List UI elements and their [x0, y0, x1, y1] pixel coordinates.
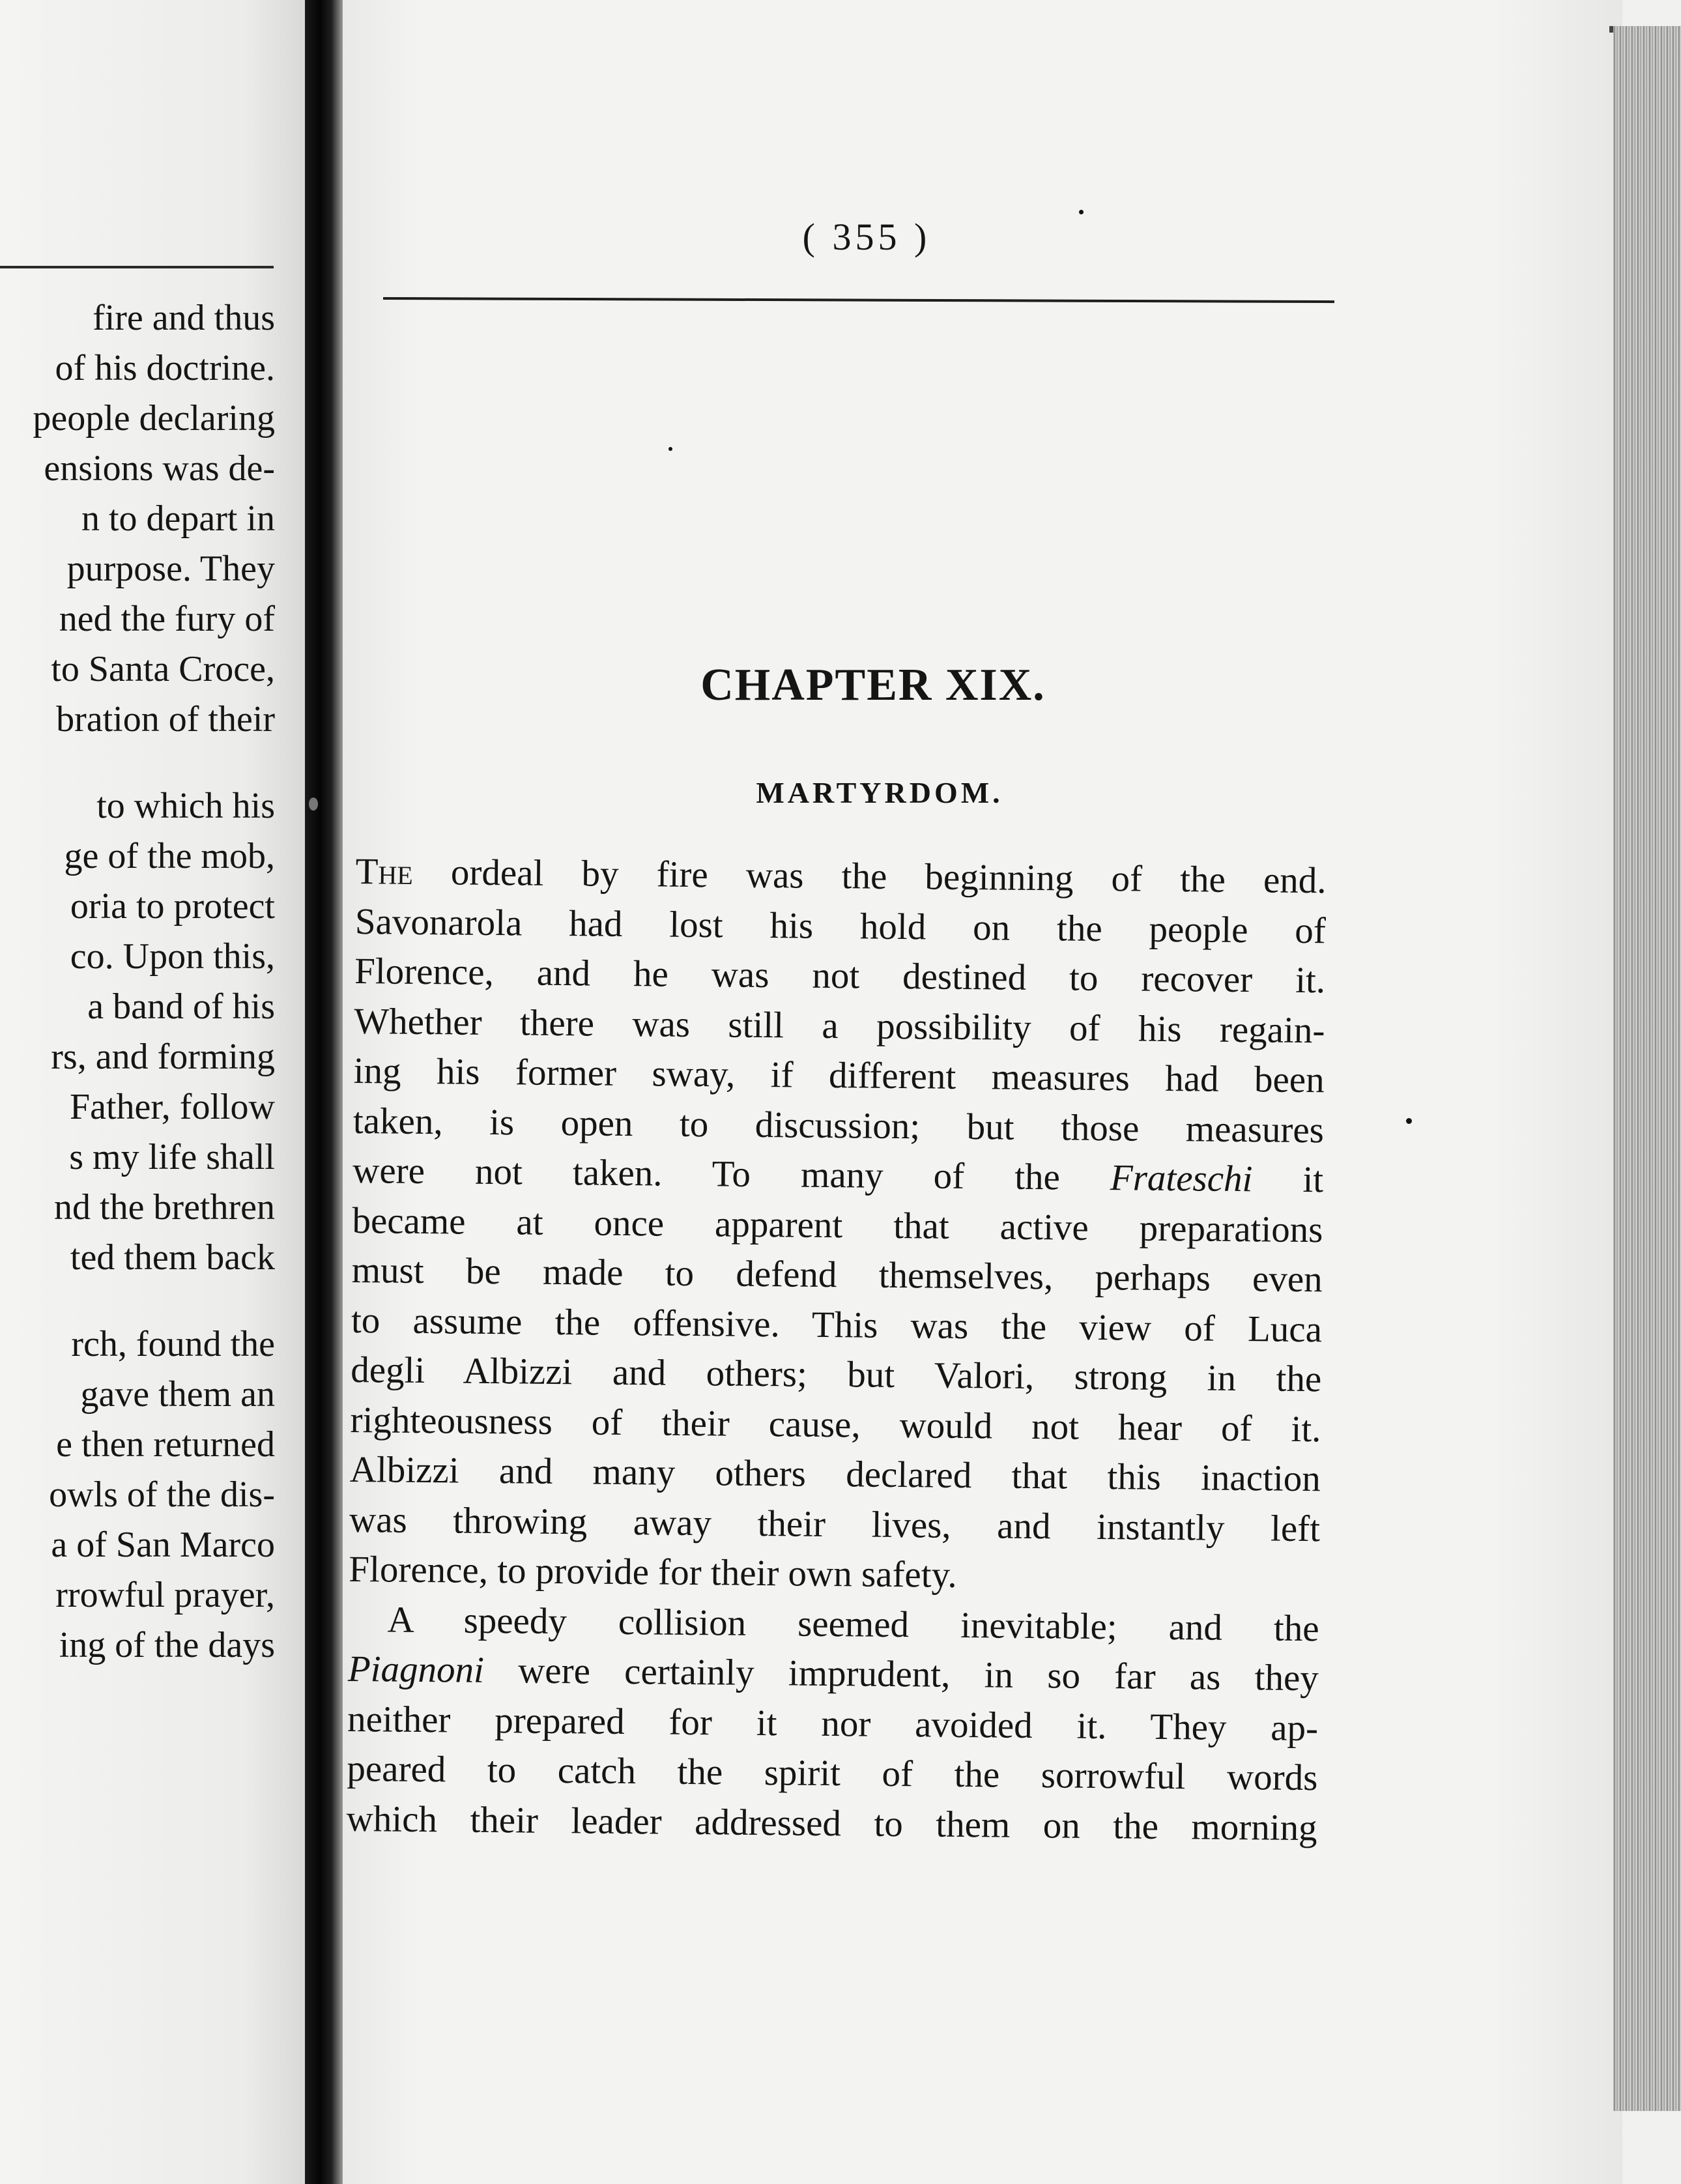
body-text — [346, 847, 1327, 1853]
facing-page-text — [0, 293, 275, 1671]
text-line: neither prepared for it nor avoided it. They ap- — [347, 1698, 1319, 1749]
scan-speck — [1406, 1118, 1412, 1124]
facing-line: purpose. They — [66, 549, 275, 589]
facing-line: nd the brethren — [54, 1187, 275, 1228]
facing-line: to Santa Croce, — [51, 649, 275, 689]
text-line: ing his former sway, if different measures had been — [353, 1050, 1325, 1101]
text-line: Savonarola had lost his hold on the people of — [354, 900, 1327, 951]
facing-line: rch, found the — [71, 1324, 275, 1364]
scan-speck — [668, 447, 672, 451]
italic-term-piagnoni: Piagnoni — [347, 1648, 485, 1691]
text-line: Whether there was still a possibility of his regain- — [354, 1000, 1325, 1051]
chapter-subtitle: MARTYRDOM. — [756, 776, 1003, 809]
facing-line: ing of the days — [59, 1625, 275, 1665]
scan-speck — [1079, 210, 1084, 214]
italic-term-frateschi: Frateschi — [1110, 1157, 1253, 1200]
facing-line: ned the fury of — [59, 599, 275, 639]
text-line: to assume the offensive. This was the view of Luca — [351, 1299, 1323, 1350]
text-line: A speedy collision seemed inevitable; and the — [387, 1599, 1319, 1649]
text-line: which their leader addressed to them on the morning — [346, 1798, 1317, 1848]
paragraph-gap — [0, 745, 275, 781]
facing-line: a band of his — [87, 986, 275, 1027]
chapter-title: CHAPTER XIX. — [700, 660, 1046, 710]
facing-line: ge of the mob, — [64, 836, 275, 876]
facing-line: oria to protect — [70, 886, 275, 927]
paragraph-gap — [0, 1283, 275, 1319]
page-block-edge — [1613, 26, 1681, 2111]
text-line: was throwing away their lives, and instantly left — [349, 1499, 1321, 1549]
text-line: The ordeal by fire was the beginning of the end. — [355, 850, 1327, 902]
facing-line: s my life shall — [69, 1137, 275, 1177]
text-line: righteousness of their cause, would not hear of it. — [350, 1399, 1321, 1450]
facing-line: e then returned — [56, 1424, 275, 1465]
text-line: Florence, to provide for their own safety. — [349, 1548, 957, 1596]
text-line: Albizzi and many others declared that this inaction — [349, 1448, 1321, 1500]
facing-line: bration of their — [56, 699, 275, 740]
facing-line: of his doctrine. — [55, 348, 275, 388]
text-line: must be made to defend themselves, perhaps even — [351, 1249, 1323, 1300]
text-line: peared to catch the spirit of the sorrowful words — [347, 1747, 1318, 1799]
scan-speck — [309, 797, 318, 811]
text-line: became at once apparent that active preparations — [352, 1200, 1323, 1250]
facing-line: ted them back — [70, 1237, 275, 1278]
facing-page-header-rule — [0, 266, 274, 268]
book-gutter — [305, 0, 343, 2184]
text-line: Florence, and he was not destined to recover it. — [354, 950, 1326, 1001]
facing-line: owls of the dis- — [49, 1474, 275, 1515]
facing-line: rrowful prayer, — [55, 1575, 275, 1615]
text-line: taken, is open to discussion; but those measures — [352, 1100, 1325, 1151]
facing-line: ensions was de- — [44, 448, 275, 489]
facing-line: rs, and forming — [51, 1037, 275, 1077]
facing-line: Father, follow — [69, 1087, 275, 1127]
facing-line: to which his — [96, 786, 275, 826]
facing-line: gave them an — [80, 1374, 275, 1415]
page-number: ( 355 ) — [802, 216, 931, 258]
facing-page-left — [0, 0, 305, 2184]
facing-line: people declaring — [33, 398, 275, 438]
text-line: degli Albizzi and others; but Valori, strong in the — [350, 1349, 1322, 1400]
facing-line: co. Upon this, — [70, 936, 275, 977]
text-line: Piagnoni were certainly imprudent, in so far as they — [347, 1648, 1319, 1699]
facing-line: n to depart in — [81, 498, 275, 539]
facing-line: a of San Marco — [51, 1525, 275, 1565]
text-line: were not taken. To many of the Frateschi it — [352, 1149, 1324, 1201]
lead-word: The — [355, 850, 414, 893]
facing-line: fire and thus — [93, 298, 275, 338]
